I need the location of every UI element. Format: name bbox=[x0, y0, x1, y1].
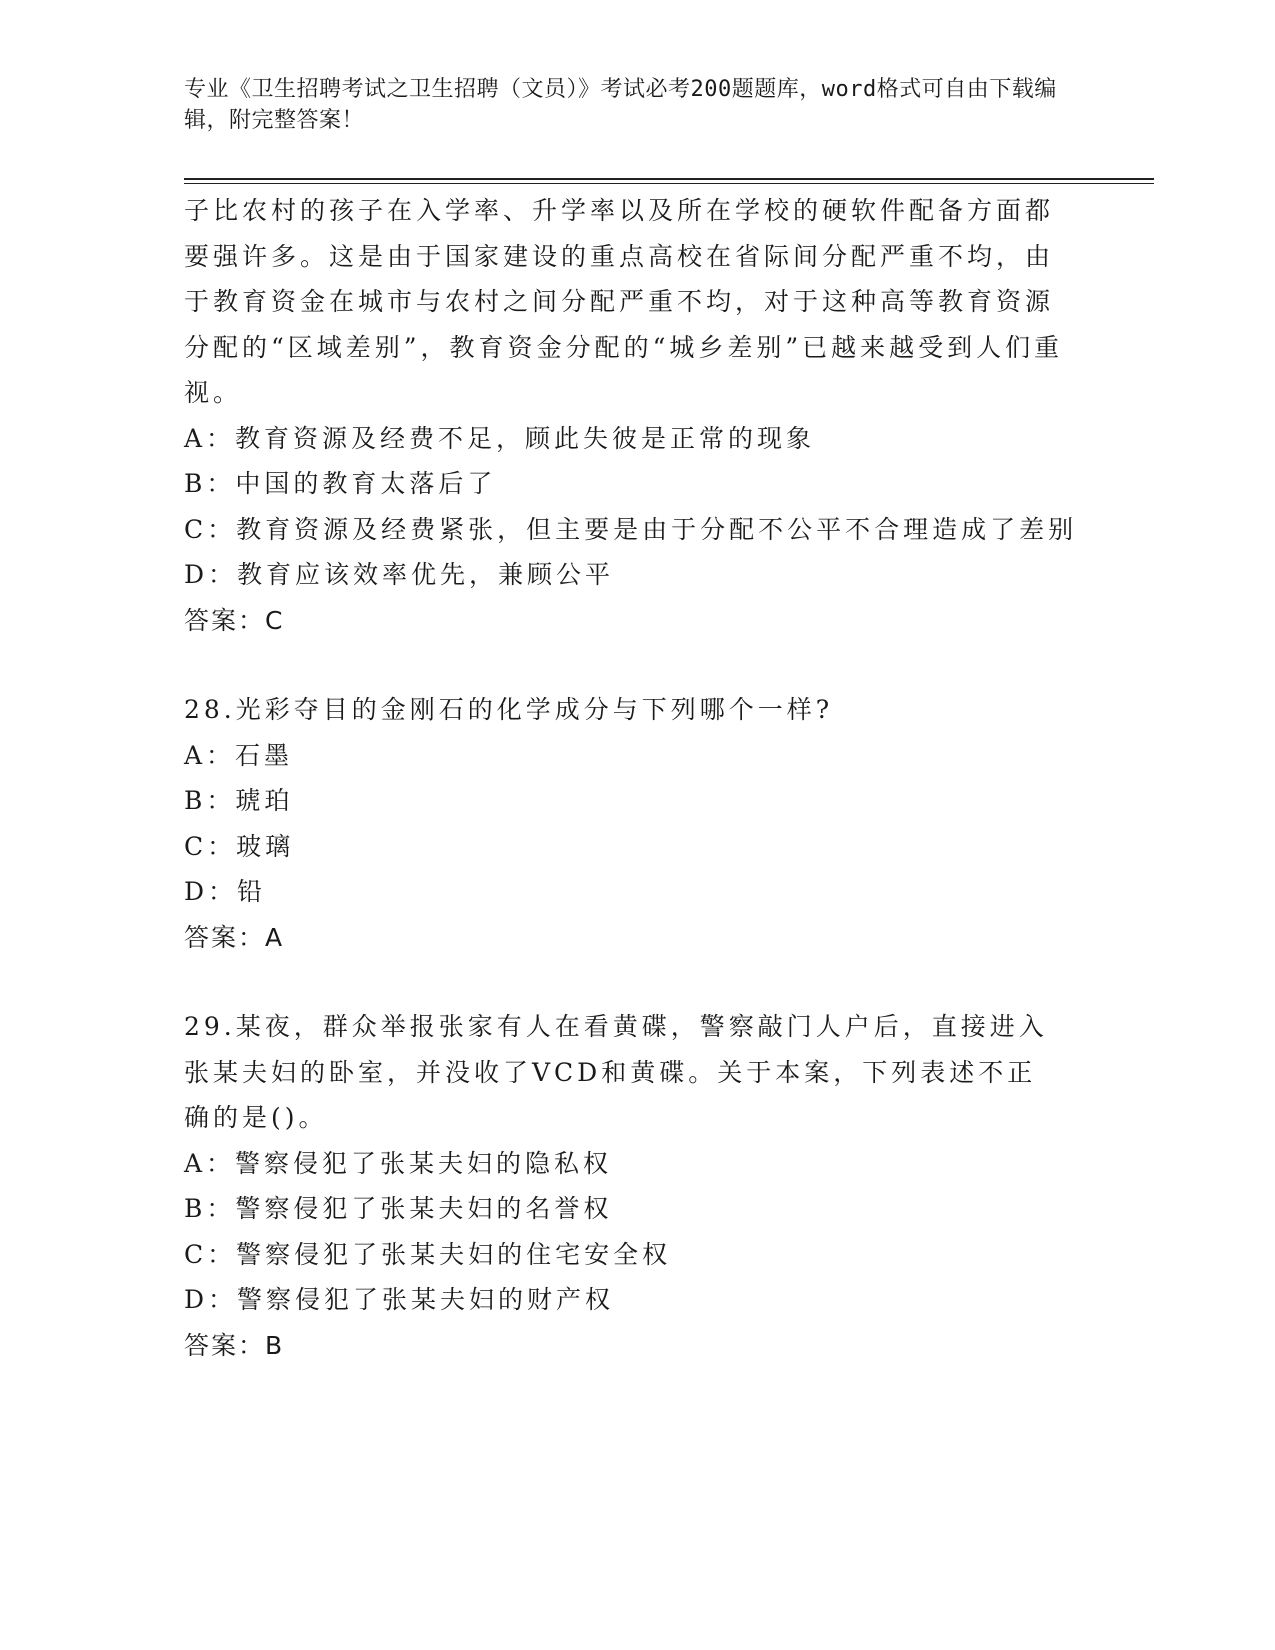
question-28 bbox=[184, 687, 1064, 960]
header-rule-thin bbox=[184, 183, 1154, 184]
option-d: D：教育应该效率优先，兼顾公平 bbox=[184, 560, 615, 589]
option-b: B：警察侵犯了张某夫妇的名誉权 bbox=[184, 1194, 613, 1223]
header-rule-thick bbox=[184, 178, 1154, 180]
option-b: B：中国的教育太落后了 bbox=[184, 469, 497, 498]
option-a: A：石墨 bbox=[184, 740, 294, 770]
answer: 答案：C bbox=[184, 605, 285, 635]
option-a: A：教育资源及经费不足，顾此失彼是正常的现象 bbox=[184, 423, 816, 453]
question-stem-continued: 子比农村的孩子在入学率、升学率以及所在学校的硬软件配备方面都要强许多。这是由于国家建设的重点高校在省际间分配严重不均，由于教育资金在城市与农村之间分配严重不均，对于这种高等教育资源分配的“区域差别”，教育资金分配的“城乡差别”已越来越受到人们重视。 bbox=[184, 196, 1064, 407]
question-gap bbox=[184, 960, 1064, 1004]
answer: 答案：B bbox=[184, 1330, 285, 1360]
question-stem: 29.某夜，群众举报张家有人在看黄碟，警察敲门人户后，直接进入张某夫妇的卧室，并没收了VCD和黄碟。关于本案，下列表述不正确的是()。 bbox=[184, 1012, 1048, 1132]
question-gap bbox=[184, 643, 1064, 687]
question-27 bbox=[184, 188, 1078, 643]
option-d: D：铅 bbox=[184, 877, 267, 906]
option-c: C：警察侵犯了张某夫妇的住宅安全权 bbox=[184, 1239, 672, 1269]
answer: 答案：A bbox=[184, 922, 285, 952]
question-29 bbox=[184, 1004, 1064, 1368]
question-content bbox=[184, 188, 1078, 1368]
option-b: B：琥珀 bbox=[184, 786, 294, 815]
question-stem: 28.光彩夺目的金刚石的化学成分与下列哪个一样? bbox=[184, 695, 834, 724]
option-a: A：警察侵犯了张某夫妇的隐私权 bbox=[184, 1148, 613, 1178]
page-header: 专业《卫生招聘考试之卫生招聘（文员）》考试必考200题题库，word格式可自由下载编辑，附完整答案！ bbox=[184, 77, 1057, 133]
option-c: C：教育资源及经费紧张，但主要是由于分配不公平不合理造成了差别 bbox=[184, 514, 1078, 544]
option-d: D：警察侵犯了张某夫妇的财产权 bbox=[184, 1285, 615, 1314]
option-c: C：玻璃 bbox=[184, 831, 295, 861]
